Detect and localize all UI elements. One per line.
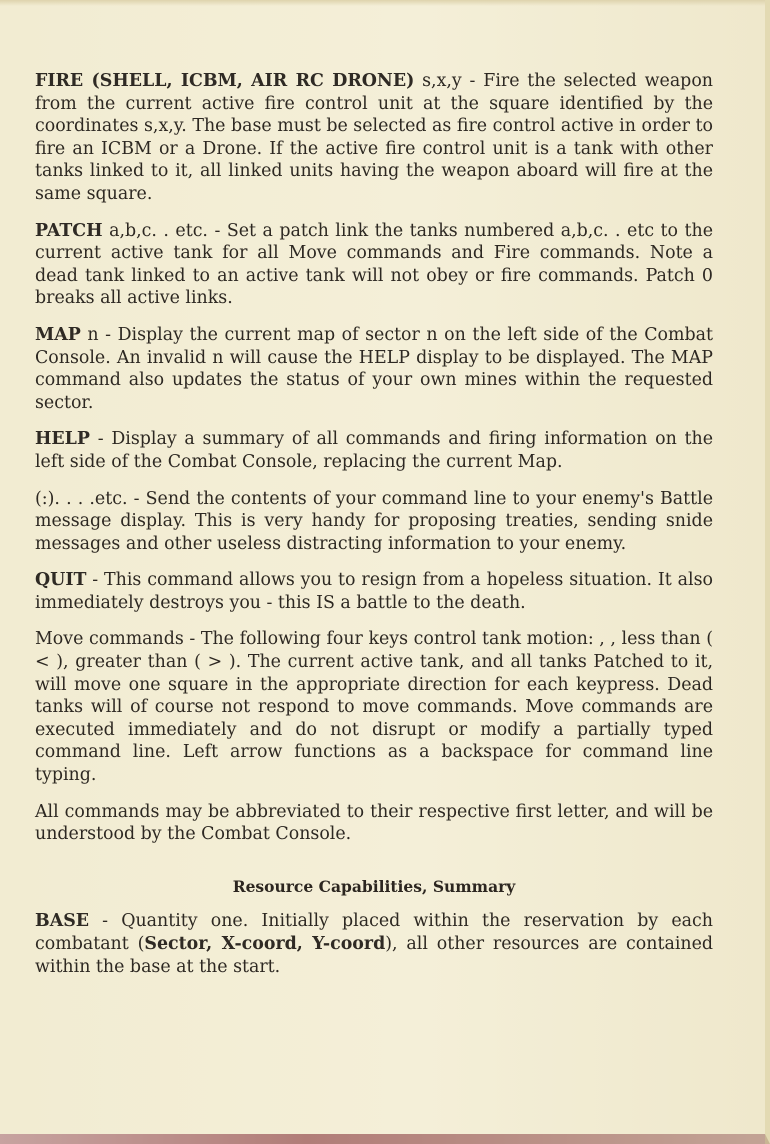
page-bottom-edge [0,1134,765,1144]
command-description: All commands may be abbreviated to their respective first letter, and will be understood by the Combat Console. [35,801,713,845]
resource-description-end: ), all other resources are contained within the base at the start. [35,934,714,977]
paragraph-move [35,628,713,786]
paragraph-patch [35,220,713,310]
command-description: n - Display the current map of sector n on the left side of the Combat Console. An invalid n will cause the HELP display to be displayed. The MAP command also updates the status of your own mines within the requested sector. [35,324,713,413]
command-keyword: PATCH [35,220,103,241]
paragraph-map [35,324,713,414]
command-keyword: HELP [35,429,90,450]
resource-keyword: BASE [35,911,90,932]
command-keyword: MAP [35,324,81,345]
command-description: a,b,c. . etc. - Set a patch link the tanks numbered a,b,c. . etc to the current active tank for all Move commands and Fire commands. Note a dead tank linked to an active tank will not obey or fire commands. Patch 0 breaks all active links. [35,220,713,309]
command-keyword: QUIT [35,570,87,591]
paragraph-base [35,910,713,978]
paragraph-help [35,428,713,473]
command-description: (:). . . .etc. - Send the contents of your command line to your enemy's Battle message display. This is very handy for proposing treaties, sending snide messages and other useless distracting information to your enemy. [35,488,713,554]
paragraph-abbreviations [35,801,713,846]
page-top-edge [0,0,765,6]
page-content [35,70,713,992]
paragraph-chat [35,488,713,556]
command-description: - Display a summary of all commands and firing information on the left side of the Combat Console, replacing the current Map. [35,429,713,472]
section-heading: Resource Capabilities, Summary [232,876,516,896]
resource-description: - Quantity one. Initially placed within the reservation by each combatant ( [35,911,713,954]
command-keyword: FIRE (SHELL, ICBM, AIR RC DRONE) [35,71,415,91]
paragraph-fire [35,70,713,206]
command-description: s,x,y - Fire the selected weapon from the current active fire control unit at the square identified by the coordinates s,x,y. The base must be selected as fire control active in order to fire an ICBM or a Drone. If the active fire control unit is a tank with other tanks linked to it, all linked units having the weapon aboard will fire at the same square. [35,71,713,204]
coordinate-labels: Sector, X-coord, Y-coord [144,934,386,954]
command-description: Move commands - The following four keys control tank motion: , , less than ( < ), greater than ( > ). The current active tank, and all tanks Patched to it, will move one square in the appropriate direction for each keypress. Dead tanks will of course not respond to move commands. Move commands are executed immediately and do not disrupt or modify a partially typed command line. Left arrow functions as a backspace for command line typing. [35,629,713,786]
paragraph-quit [35,569,713,614]
command-description: - This command allows you to resign from a hopeless situation. It also immediately destroys you - this IS a battle to the death. [35,570,713,613]
